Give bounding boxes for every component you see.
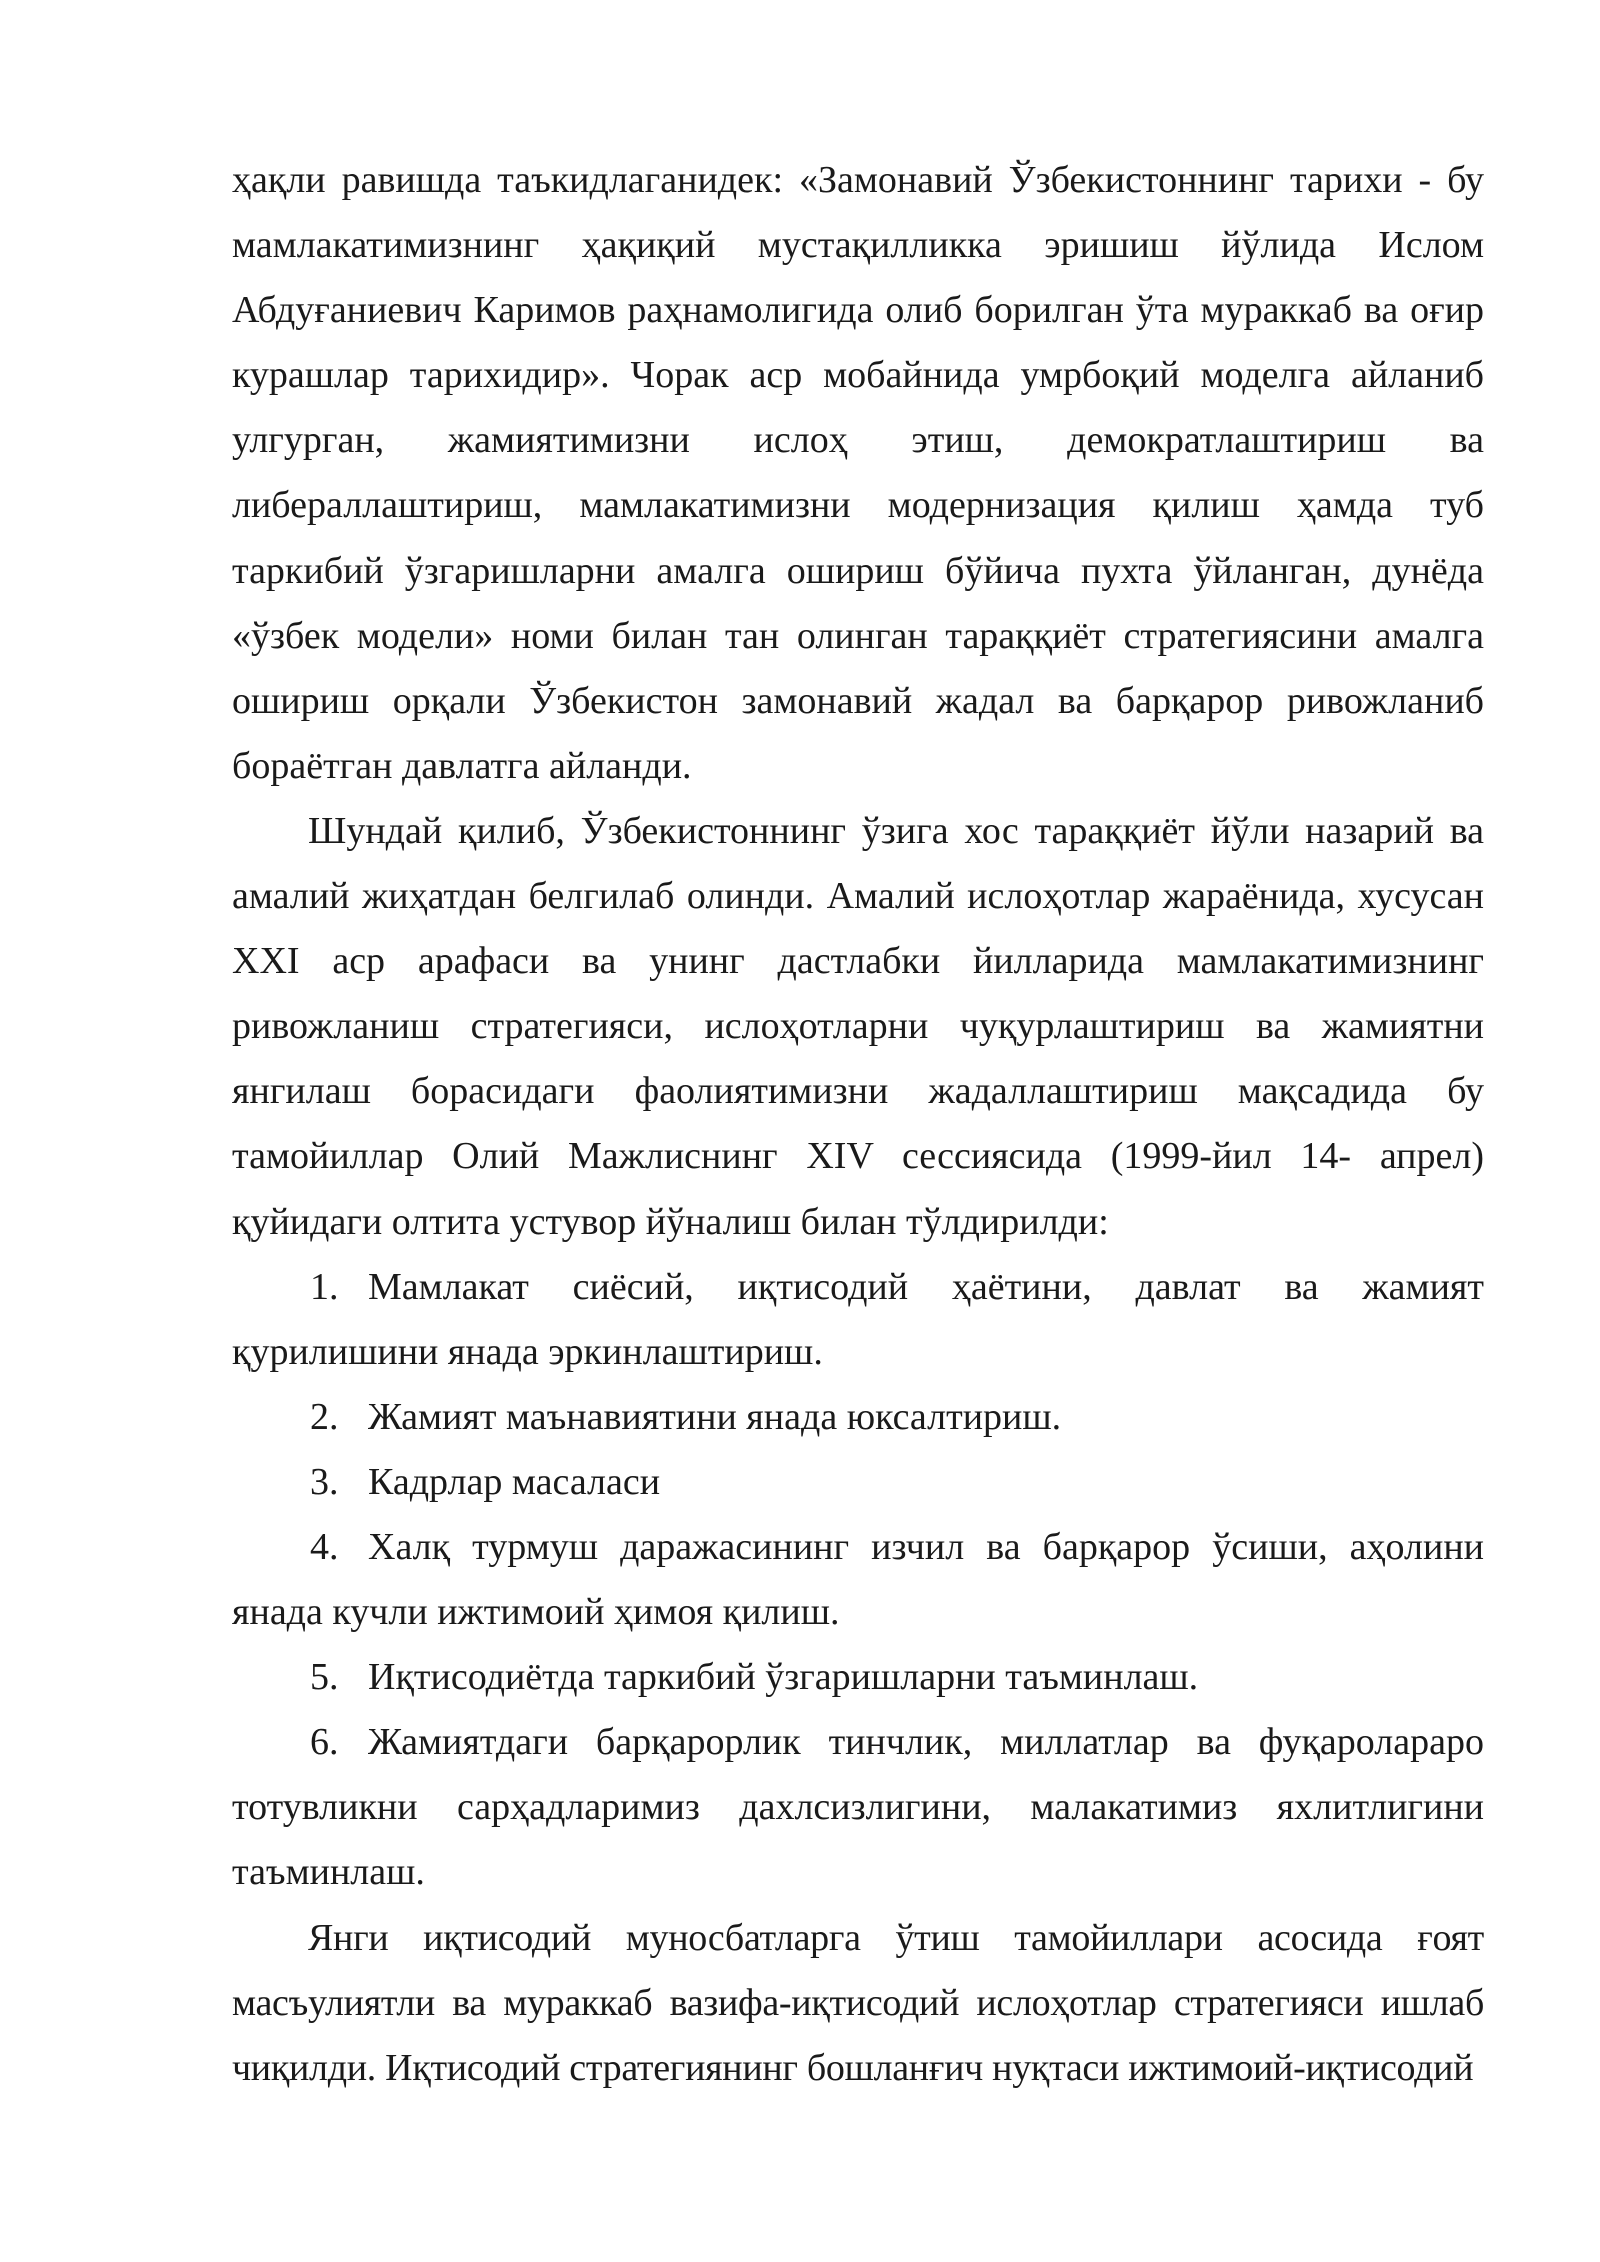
list-item-5 [232, 1645, 1484, 1710]
list-item-number: 6. [310, 1721, 339, 1764]
list-item-number: 3. [310, 1460, 339, 1503]
list-item-text: Халқ турмуш даражасининг изчил ва барқарор ўсиши, аҳолини янада кучли ижтимоий ҳимоя қилиш. [232, 1525, 1484, 1634]
list-item-text: Жамиятдаги барқарорлик тинчлик, миллатлар ва фуқаролараро тотувликни сарҳадларимиз дахлсизлигини, малакатимиз яхлитлигини таъминлаш. [232, 1721, 1484, 1894]
list-item-2 [232, 1385, 1484, 1450]
list-item-text: Мамлакат сиёсий, иқтисодий ҳаётини, давлат ва жамият қурилишини янада эркинлаштириш. [232, 1265, 1484, 1373]
list-item-number: 4. [310, 1525, 339, 1568]
list-item-number: 5. [310, 1656, 339, 1699]
paragraph-development-path: Шундай қилиб, Ўзбекистоннинг ўзига хос тараққиёт йўли назарий ва амалий жиҳатдан белгилаб олинди. Амалий ислоҳотлар жараёнида, хусусан XXI аср арафаси ва унинг дастлабки йилларида мамлакатимизнинг ривожланиш стратегияси, ислоҳотларни чуқурлаштириш ва жамиятни янгилаш борасидаги фаолиятимизни жадаллаштириш мақсадида бу тамойиллар Олий Мажлиснинг XIV сессиясида (1999-йил 14- апрел) қуйидаги олтита устувор йўналиш билан тўлдирилди: [232, 809, 1484, 1243]
list-item-number: 1. [310, 1265, 339, 1308]
list-item-6 [232, 1710, 1484, 1905]
list-item-1 [232, 1255, 1484, 1385]
paragraph-closing: Янги иқтисодий муносбатларга ўтиш тамойиллари асосида ғоят масъулиятли ва мураккаб вазифа-иқтисодий ислоҳотлар стратегияси ишлаб чиқилди. Иқтисодий стратегиянинг бошланғич нуқтаси ижтимоий-иқтисодий [232, 1916, 1484, 2089]
document-body [232, 148, 1484, 2101]
list-item-text: Иқтисодиётда таркибий ўзгаришларни таъминлаш. [368, 1656, 1199, 1699]
list-item-text: Жамият маънавиятини янада юксалтириш. [368, 1395, 1062, 1438]
list-item-text: Кадрлар масаласи [368, 1460, 661, 1503]
list-item-4 [232, 1515, 1484, 1645]
list-item-number: 2. [310, 1395, 339, 1438]
list-item-3 [232, 1450, 1484, 1515]
paragraph-intro: ҳақли равишда таъкидлаганидек: «Замонавий Ўзбекистоннинг тарихи - бу мамлакатимизнинг ҳақиқий мустақилликка эришиш йўлида Ислом Абдуғаниевич Каримов раҳнамолигида олиб борилган ўта мураккаб ва оғир курашлар тарихидир». Чорак аср мобайнида умрбоқий моделга айланиб улгурган, жамиятимизни ислоҳ этиш, демократлаштириш ва либераллаштириш, мамлакатимизни модернизация қилиш ҳамда туб таркибий ўзгаришларни амалга ошириш бўйича пухта ўйланган, дунёда «ўзбек модели» номи билан тан олинган тараққиёт стратегиясини амалга ошириш орқали Ўзбекистон замонавий жадал ва барқарор ривожланиб бораётган давлатга айланди. [232, 159, 1484, 787]
